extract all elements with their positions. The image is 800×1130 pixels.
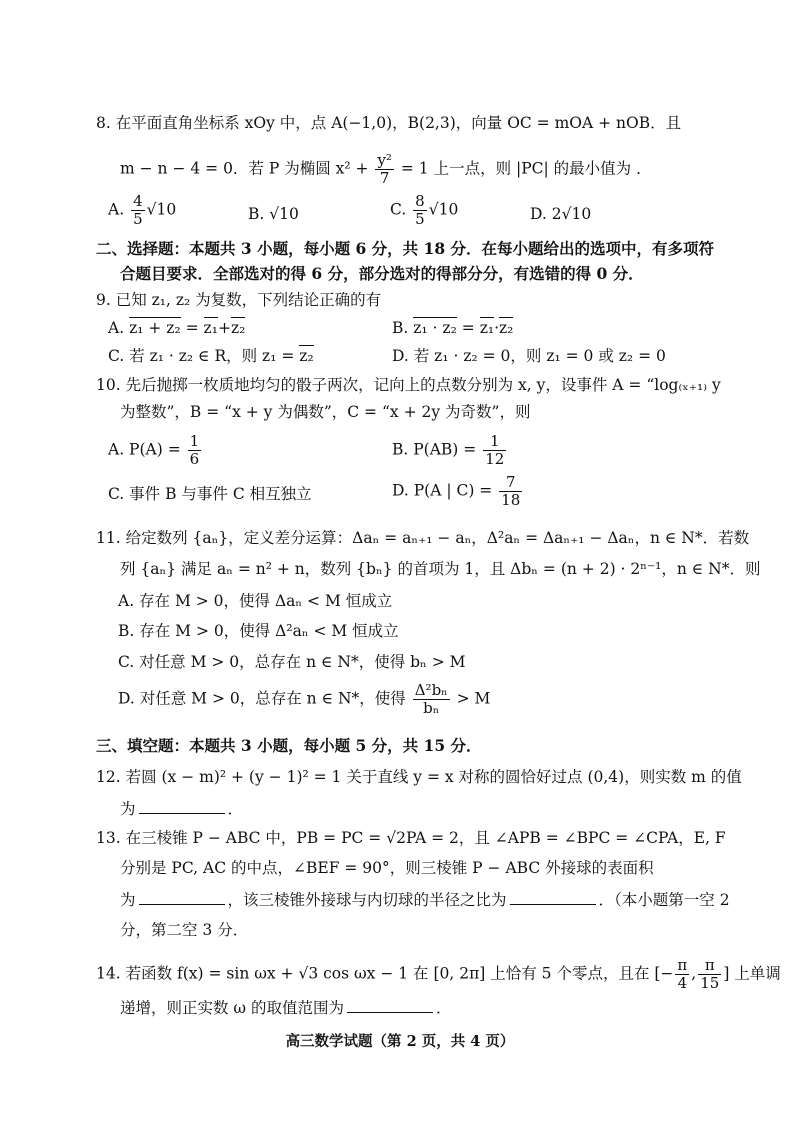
q14-line1-a: 14. 若函数 f(x) = sin ωx + √3 cos ωx − 1 在 [0, 2π] 上恰有 5 个零点，且在 [−	[96, 964, 674, 983]
q10-option-d	[392, 474, 524, 509]
q13-line2: 分别是 PC, AC 的中点，∠BEF = 90°，则三棱锥 P − ABC 外接球的表面积	[120, 859, 654, 877]
q10-a-text: A. P(A) =	[108, 440, 181, 459]
q9-a-lhs: z₁ + z₂	[129, 319, 181, 337]
q11-d-frac	[413, 682, 450, 717]
q8-c-label: C.	[390, 200, 407, 219]
q11-option-b: B. 存在 M > 0，使得 Δ²aₙ < M 恒成立	[118, 622, 399, 640]
q9-option-a	[108, 317, 245, 339]
q11-d-tail: > M	[456, 689, 491, 708]
section3-heading: 三、填空题：本题共 3 小题，每小题 5 分，共 15 分．	[96, 736, 482, 755]
q10-d-frac	[499, 474, 522, 509]
q10-d-den: 18	[501, 491, 521, 509]
q10-d-num: 7	[499, 474, 522, 492]
q9-a-r2: z₂	[230, 319, 246, 337]
q8-frac-den: 7	[379, 169, 390, 187]
q8-c-tail: √10	[428, 200, 459, 219]
q11-option-d	[118, 682, 490, 717]
q14-n2: π	[698, 957, 721, 975]
q9-a-r1: z₁	[203, 319, 218, 337]
section2-heading-line1: 二、选择题：本题共 3 小题，每小题 6 分，共 18 分．在每小题给出的选项中，有多项符	[96, 239, 715, 258]
q10-option-c: C. 事件 B 与事件 C 相互独立	[108, 485, 312, 503]
q10-line1: 10. 先后抛掷一枚质地均匀的骰子两次，记向上的点数分别为 x, y，设事件 A = “log₍ₓ₊₁₎ y	[96, 376, 721, 394]
q13-line3-b: ，该三棱锥外接球与内切球的半径之比为	[227, 891, 507, 909]
q12-line1: 12. 若圆 (x − m)² + (y − 1)² = 1 关于直线 y = x 对称的圆恰好过点 (0,4)，则实数 m 的值	[96, 768, 742, 786]
q10-option-b	[392, 433, 508, 468]
q8-a-num: 4	[133, 192, 143, 210]
q13-line3-c: ．（本小题第一空 2	[598, 891, 730, 909]
q13-line3-a: 为	[120, 891, 136, 909]
section2-heading-line2: 合题目要求．全部选对的得 6 分，部分选对的得部分分，有选错的得 0 分．	[120, 264, 644, 283]
q13-answer-blank-1[interactable]	[139, 888, 225, 905]
q14-line1	[96, 957, 781, 992]
q9-a-label: A.	[108, 319, 125, 337]
q10-b-text: B. P(AB) =	[392, 440, 477, 459]
q8-option-b: B. √10	[248, 205, 299, 223]
q9-b-r1: z₁	[479, 319, 495, 337]
q10-b-num: 1	[483, 433, 506, 451]
q8-option-c	[390, 193, 458, 228]
q8-option-d: D. 2√10	[530, 205, 592, 223]
q8-a-tail: √10	[146, 200, 177, 219]
q9-a-eq: =	[185, 319, 199, 337]
q13-line3	[120, 888, 730, 911]
q14-line2-a: 递增，则正实数 ω 的取值范围为	[120, 999, 344, 1017]
q9-b-dot: ·	[494, 319, 500, 337]
q14-answer-blank[interactable]	[347, 996, 433, 1013]
q9-option-b	[392, 317, 513, 339]
q8-c-den: 5	[415, 210, 425, 228]
q12-line2	[120, 797, 243, 820]
q8-line2	[120, 152, 652, 187]
q10-a-den: 6	[189, 450, 200, 468]
q8-line1: 8. 在平面直角坐标系 xOy 中，点 A(−1,0)，B(2,3)，向量 OC = mOA + nOB．且	[96, 114, 682, 132]
q9-stem: 9. 已知 z₁, z₂ 为复数，下列结论正确的有	[96, 291, 382, 309]
q8-a-label: A.	[108, 200, 125, 219]
q14-d2: 15	[700, 974, 720, 992]
q11-line2: 列 {aₙ} 满足 aₙ = n² + n，数列 {bₙ} 的首项为 1，且 Δbₙ = (n + 2) · 2ⁿ⁻¹，n ∈ N*．则	[120, 560, 761, 578]
q10-option-a	[108, 433, 203, 468]
q9-c-bar: z₂	[299, 347, 314, 365]
q10-a-frac	[188, 433, 202, 468]
q10-b-den: 12	[485, 450, 505, 468]
q11-line1: 11. 给定数列 {aₙ}，定义差分运算：Δaₙ = aₙ₊₁ − aₙ，Δ²aₙ = Δaₙ₊₁ − Δaₙ，n ∈ N*．若数	[96, 529, 750, 547]
q9-b-label: B.	[392, 319, 409, 337]
q11-d-num: Δ²bₙ	[414, 681, 448, 699]
q14-d1: 4	[677, 974, 688, 992]
q9-b-r2: z₂	[499, 319, 514, 337]
q8-frac-num: y²	[377, 151, 392, 169]
q14-line2	[120, 996, 452, 1019]
q11-option-a: A. 存在 M > 0，使得 Δaₙ < M 恒成立	[118, 592, 393, 610]
q8-c-num: 8	[415, 192, 425, 210]
q12-answer-blank[interactable]	[139, 797, 225, 814]
q8-line2-a: m − n − 4 = 0．若 P 为椭圆 x² +	[120, 159, 369, 178]
q8-c-frac	[413, 193, 427, 228]
q9-option-d: D. 若 z₁ · z₂ = 0，则 z₁ = 0 或 z₂ = 0	[392, 347, 666, 365]
q14-frac-pi-4	[675, 957, 689, 992]
q14-frac-pi-15	[698, 957, 721, 992]
page-footer: 高三数学试题（第 2 页，共 4 页）	[285, 1033, 515, 1050]
q13-line4: 分，第二空 3 分．	[120, 921, 249, 939]
q8-a-frac	[131, 193, 145, 228]
q8-option-a	[108, 193, 176, 228]
q9-b-eq: =	[461, 319, 475, 337]
q9-a-plus: +	[217, 319, 231, 337]
q9-b-lhs: z₁ · z₂	[413, 319, 457, 337]
q9-option-c	[108, 345, 314, 367]
q10-a-num: 1	[189, 432, 200, 450]
q13-answer-blank-2[interactable]	[510, 888, 596, 905]
q11-d-text: D. 对任意 M > 0，总存在 n ∈ N*，使得	[118, 689, 406, 708]
q12-line2-b: ．	[227, 800, 244, 818]
q13-line1: 13. 在三棱锥 P − ABC 中，PB = PC = √2PA = 2，且 ∠APB = ∠BPC = ∠CPA，E, F	[96, 829, 726, 847]
q14-line2-b: ．	[436, 999, 452, 1017]
q9-c-text: C. 若 z₁ · z₂ ∈ R，则 z₁ =	[108, 347, 295, 365]
q8-a-den: 5	[133, 210, 143, 228]
q14-comma: ,	[691, 964, 697, 983]
q10-line2: 为整数”，B = “x + y 为偶数”，C = “x + 2y 为奇数”，则	[120, 403, 531, 421]
q12-line2-a: 为	[120, 800, 136, 818]
q8-line2-b: = 1 上一点，则 |PC| 的最小值为 ．	[400, 159, 652, 178]
q8-y2-over-7	[375, 152, 394, 187]
q14-n1: π	[677, 956, 688, 974]
q14-line1-b: ] 上单调	[723, 964, 781, 983]
q10-d-text: D. P(A | C) =	[392, 481, 493, 500]
q11-d-den: bₙ	[423, 699, 440, 717]
q11-option-c: C. 对任意 M > 0，总存在 n ∈ N*，使得 bₙ > M	[118, 653, 466, 671]
q10-b-frac	[483, 433, 506, 468]
